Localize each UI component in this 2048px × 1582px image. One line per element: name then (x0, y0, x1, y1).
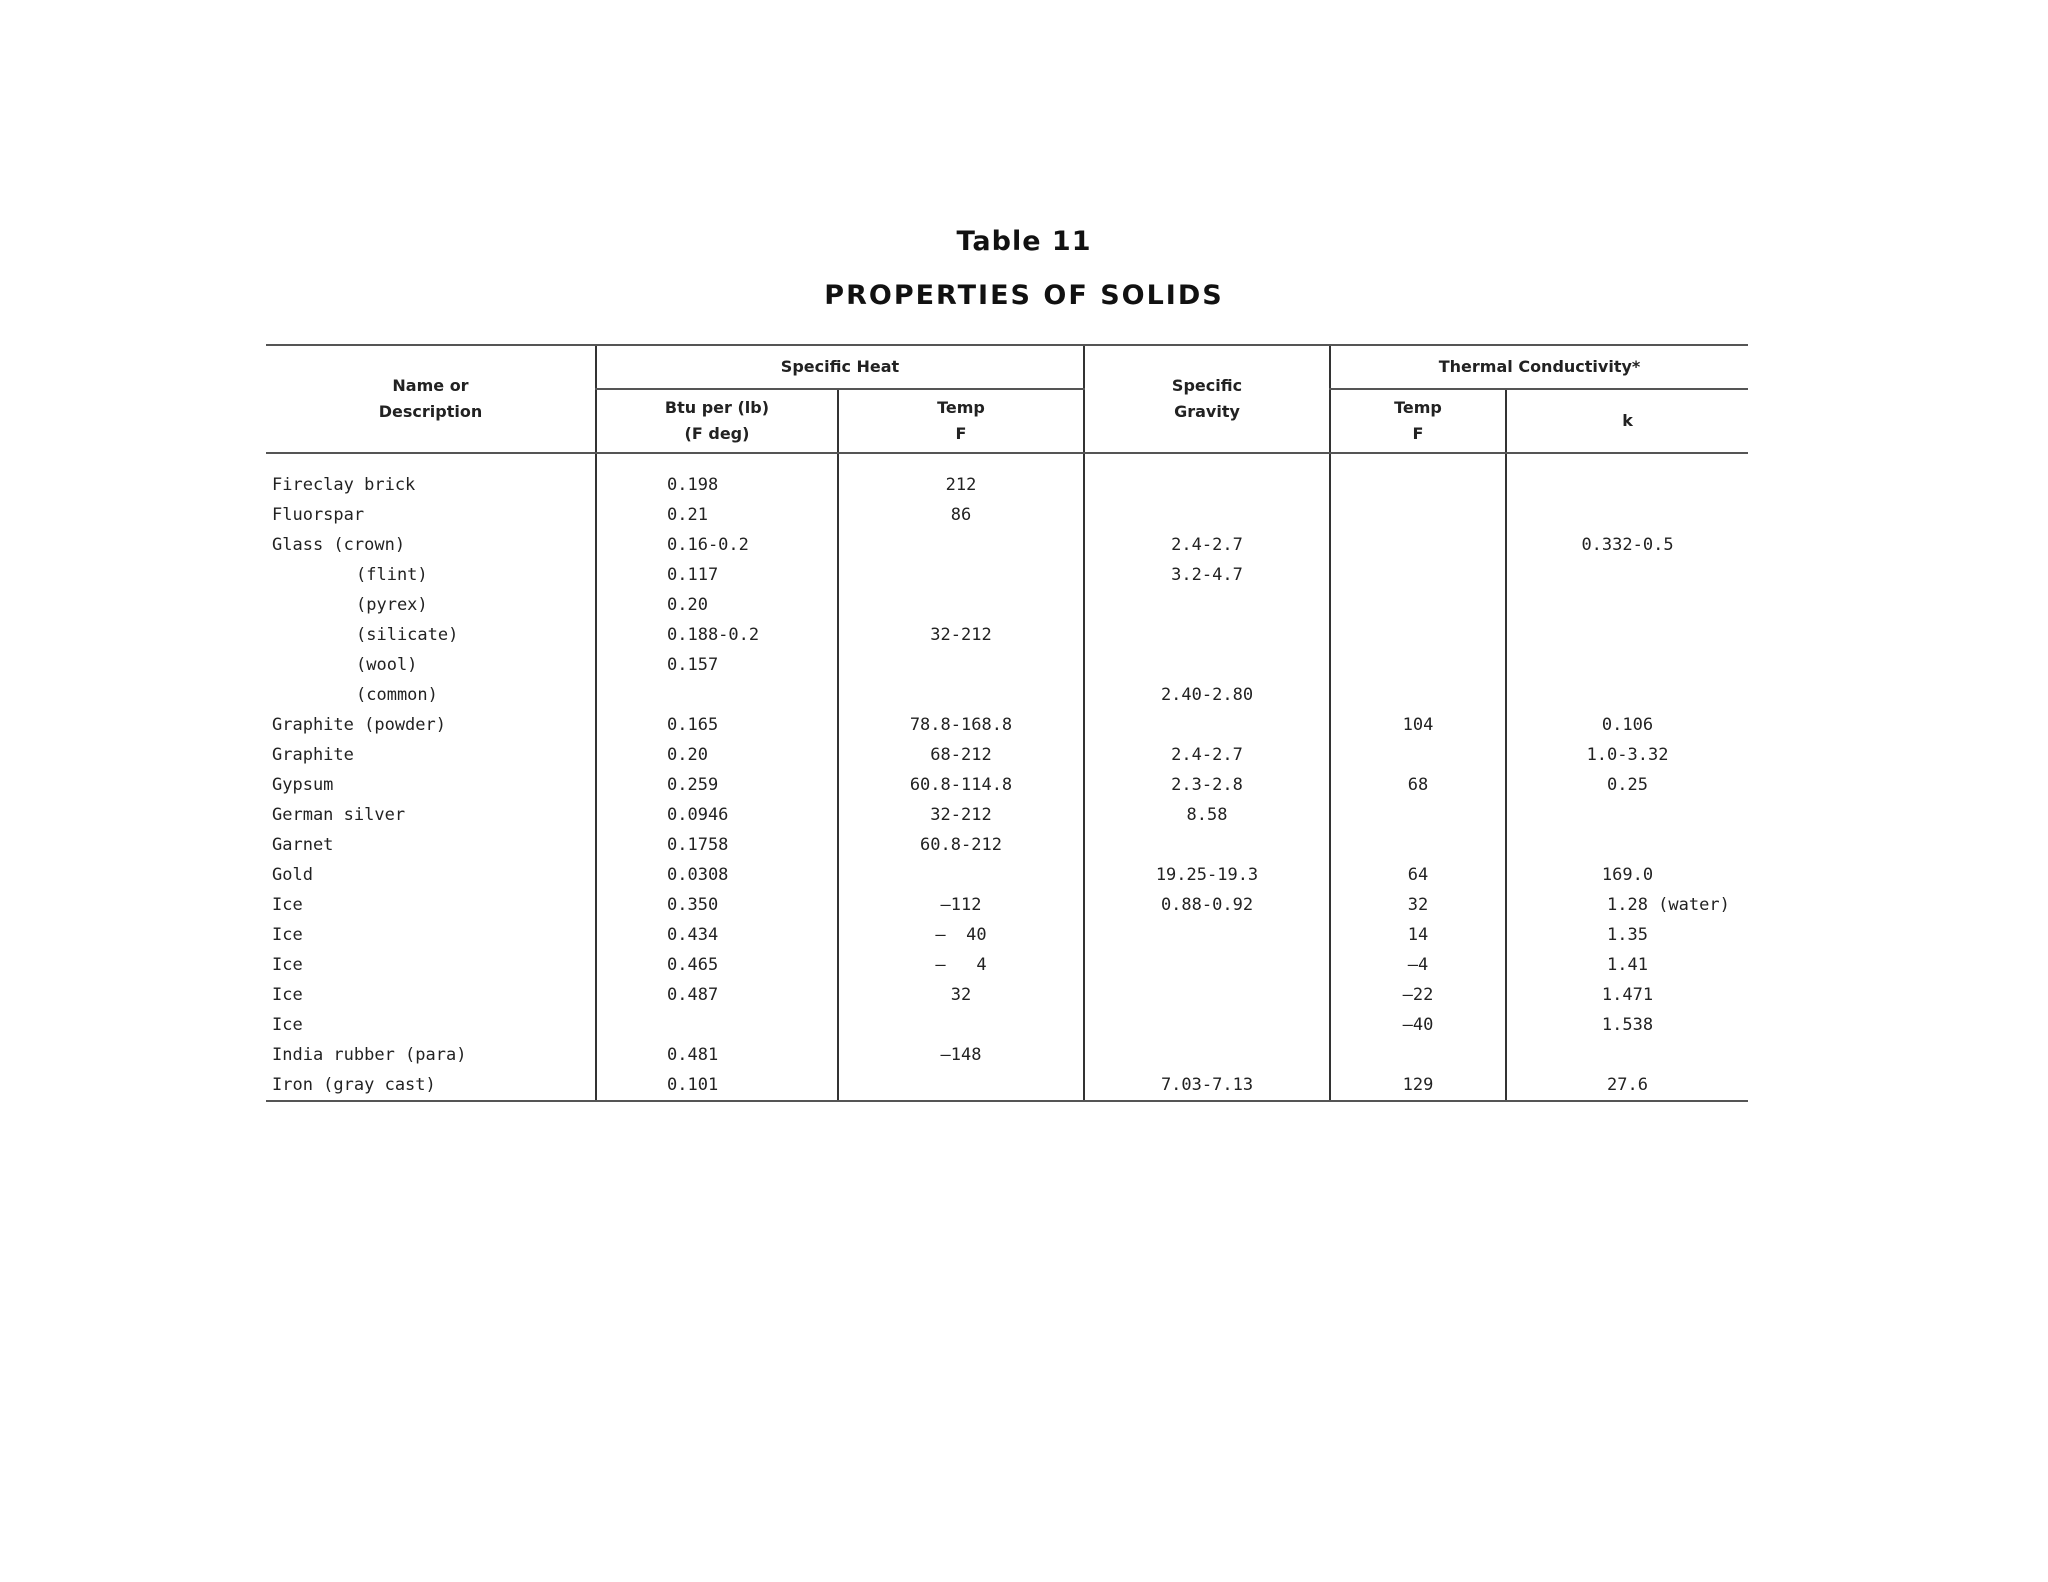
cell-thermal-temp: —22 (1330, 980, 1506, 1010)
table-title: PROPERTIES OF SOLIDS (824, 280, 1224, 311)
cell-heat-temp: 60.8-114.8 (838, 770, 1084, 800)
cell-btu: 0.20 (596, 740, 838, 770)
header-thermal-temp (1330, 389, 1506, 453)
cell-k: 27.6 (1506, 1070, 1748, 1101)
cell-heat-temp: 212 (838, 470, 1084, 500)
cell-specific-gravity (1084, 920, 1330, 950)
cell-name: India rubber (para) (272, 1045, 467, 1065)
cell-btu: 0.165 (596, 710, 838, 740)
cell-heat-temp: —148 (838, 1040, 1084, 1070)
cell-k: 169.0 (1506, 860, 1748, 890)
cell-thermal-temp: 129 (1330, 1070, 1506, 1101)
cell-btu: 0.0946 (596, 800, 838, 830)
cell-specific-gravity: 2.4-2.7 (1084, 530, 1330, 560)
cell-name: Gold (272, 865, 313, 885)
cell-k (1506, 680, 1748, 710)
header-heat-temp-line1: Temp (937, 398, 985, 417)
cell-heat-temp: —112 (838, 890, 1084, 920)
table-row (266, 1040, 1748, 1070)
cell-name: (pyrex) (356, 595, 428, 615)
cell-thermal-temp (1330, 740, 1506, 770)
cell-heat-temp (838, 560, 1084, 590)
cell-k: 0.106 (1506, 710, 1748, 740)
header-specific-gravity (1084, 345, 1330, 453)
cell-heat-temp: — 40 (838, 920, 1084, 950)
cell-btu: 0.188-0.2 (596, 620, 838, 650)
table-row (266, 530, 1748, 560)
cell-specific-gravity: 19.25-19.3 (1084, 860, 1330, 890)
header-name (266, 345, 596, 453)
cell-specific-gravity: 0.88-0.92 (1084, 890, 1330, 920)
cell-specific-gravity: 7.03-7.13 (1084, 1070, 1330, 1101)
cell-name: Glass (crown) (272, 535, 406, 555)
cell-name: (common) (356, 685, 438, 705)
cell-name: (flint) (356, 565, 428, 585)
cell-k (1506, 1040, 1748, 1070)
cell-specific-gravity: 8.58 (1084, 800, 1330, 830)
cell-heat-temp (838, 650, 1084, 680)
cell-btu: 0.350 (596, 890, 838, 920)
table-row (266, 770, 1748, 800)
cell-thermal-temp (1330, 620, 1506, 650)
cell-name: Ice (272, 955, 303, 975)
cell-btu: 0.465 (596, 950, 838, 980)
cell-k: 0.332-0.5 (1506, 530, 1748, 560)
cell-k (1506, 590, 1748, 620)
cell-btu: 0.487 (596, 980, 838, 1010)
cell-specific-gravity (1084, 1040, 1330, 1070)
cell-k: 1.0-3.32 (1506, 740, 1748, 770)
cell-k: 0.25 (1506, 770, 1748, 800)
cell-specific-gravity (1084, 590, 1330, 620)
cell-specific-gravity: 2.3-2.8 (1084, 770, 1330, 800)
table-spacer-row (266, 453, 1748, 470)
cell-heat-temp: 60.8-212 (838, 830, 1084, 860)
cell-k (1506, 500, 1748, 530)
properties-table (266, 344, 1748, 1102)
cell-name: Iron (gray cast) (266, 1070, 596, 1101)
table-row (266, 500, 1748, 530)
table-row (266, 950, 1748, 980)
cell-btu: 0.259 (596, 770, 838, 800)
table-row (266, 710, 1748, 740)
header-btu (596, 389, 838, 453)
cell-btu: 0.198 (596, 470, 838, 500)
cell-thermal-temp (1330, 800, 1506, 830)
cell-thermal-temp: 64 (1330, 860, 1506, 890)
cell-heat-temp (838, 1010, 1084, 1040)
cell-heat-temp (838, 680, 1084, 710)
cell-heat-temp (838, 860, 1084, 890)
cell-k (1506, 830, 1748, 860)
table-row (266, 590, 1748, 620)
cell-name: Gypsum (272, 775, 334, 795)
cell-specific-gravity: 3.2-4.7 (1084, 560, 1330, 590)
cell-name: Graphite (272, 745, 354, 765)
header-thermal-temp-line2: F (1412, 424, 1424, 443)
cell-thermal-temp (1330, 590, 1506, 620)
cell-name: (wool) (356, 655, 418, 675)
table-row (266, 1070, 1748, 1101)
cell-specific-gravity (1084, 500, 1330, 530)
cell-thermal-temp: —4 (1330, 950, 1506, 980)
cell-k: 1.28 (water) (1506, 890, 1748, 920)
table-row (266, 890, 1748, 920)
table-row (266, 620, 1748, 650)
table-row (266, 680, 1748, 710)
cell-k (1506, 800, 1748, 830)
cell-specific-gravity (1084, 950, 1330, 980)
cell-specific-gravity (1084, 830, 1330, 860)
cell-thermal-temp (1330, 830, 1506, 860)
cell-btu (596, 680, 838, 710)
cell-btu: 0.0308 (596, 860, 838, 890)
cell-heat-temp: 32-212 (838, 620, 1084, 650)
cell-specific-gravity (1084, 980, 1330, 1010)
cell-thermal-temp: 14 (1330, 920, 1506, 950)
cell-name: Ice (272, 925, 303, 945)
table-row (266, 980, 1748, 1010)
cell-heat-temp: — 4 (838, 950, 1084, 980)
table-row (266, 650, 1748, 680)
cell-heat-temp (838, 530, 1084, 560)
header-heat-temp-line2: F (955, 424, 967, 443)
cell-btu: 0.21 (596, 500, 838, 530)
header-btu-line2: (F deg) (684, 424, 750, 443)
cell-specific-gravity (1084, 470, 1330, 500)
header-thermal-conductivity: Thermal Conductivity* (1330, 345, 1748, 389)
header-name-line2: Description (378, 402, 483, 421)
cell-k (1506, 650, 1748, 680)
cell-heat-temp: 32-212 (838, 800, 1084, 830)
cell-name: Graphite (powder) (272, 715, 446, 735)
table-number: Table 11 (956, 226, 1092, 257)
cell-heat-temp: 78.8-168.8 (838, 710, 1084, 740)
cell-specific-gravity: 2.40-2.80 (1084, 680, 1330, 710)
cell-btu: 0.117 (596, 560, 838, 590)
cell-k (1506, 560, 1748, 590)
header-specific-heat: Specific Heat (596, 345, 1084, 389)
table-row (266, 830, 1748, 860)
cell-name: Fluorspar (272, 505, 365, 525)
cell-thermal-temp (1330, 560, 1506, 590)
header-gravity-line2: Gravity (1174, 402, 1240, 421)
cell-btu: 0.101 (596, 1070, 838, 1101)
cell-heat-temp: 68-212 (838, 740, 1084, 770)
cell-name: Ice (272, 895, 303, 915)
cell-k: 1.538 (1506, 1010, 1748, 1040)
cell-k (1506, 620, 1748, 650)
cell-name: Ice (272, 985, 303, 1005)
table-body (266, 453, 1748, 1101)
table-row (266, 470, 1748, 500)
cell-heat-temp (838, 590, 1084, 620)
table-row (266, 920, 1748, 950)
header-thermal-temp-line1: Temp (1394, 398, 1442, 417)
cell-btu: 0.16-0.2 (596, 530, 838, 560)
cell-btu: 0.481 (596, 1040, 838, 1070)
cell-specific-gravity (1084, 710, 1330, 740)
table-row (266, 740, 1748, 770)
cell-thermal-temp (1330, 470, 1506, 500)
cell-thermal-temp (1330, 500, 1506, 530)
table-row (266, 860, 1748, 890)
cell-heat-temp (838, 1070, 1084, 1101)
cell-name: (silicate) (356, 625, 459, 645)
cell-heat-temp: 32 (838, 980, 1084, 1010)
header-heat-temp (838, 389, 1084, 453)
cell-thermal-temp: 68 (1330, 770, 1506, 800)
cell-specific-gravity (1084, 1010, 1330, 1040)
cell-btu: 0.1758 (596, 830, 838, 860)
cell-specific-gravity: 2.4-2.7 (1084, 740, 1330, 770)
header-gravity-line1: Specific (1171, 376, 1243, 395)
cell-specific-gravity (1084, 650, 1330, 680)
cell-k: 1.41 (1506, 950, 1748, 980)
cell-heat-temp: 86 (838, 500, 1084, 530)
cell-btu (596, 1010, 838, 1040)
cell-k: 1.471 (1506, 980, 1748, 1010)
cell-btu: 0.20 (596, 590, 838, 620)
cell-name: German silver (272, 805, 406, 825)
cell-thermal-temp (1330, 1040, 1506, 1070)
cell-thermal-temp (1330, 680, 1506, 710)
header-k: k (1506, 389, 1748, 453)
table-row (266, 1010, 1748, 1040)
cell-thermal-temp: —40 (1330, 1010, 1506, 1040)
header-name-line1: Name or (392, 376, 469, 395)
cell-name: Ice (272, 1015, 303, 1035)
table-row (266, 800, 1748, 830)
cell-btu: 0.434 (596, 920, 838, 950)
cell-k: 1.35 (1506, 920, 1748, 950)
cell-name: Garnet (272, 835, 334, 855)
cell-thermal-temp (1330, 530, 1506, 560)
table-row (266, 560, 1748, 590)
cell-name: Fireclay brick (272, 475, 416, 495)
cell-btu: 0.157 (596, 650, 838, 680)
header-btu-line1: Btu per (lb) (664, 398, 770, 417)
cell-thermal-temp: 32 (1330, 890, 1506, 920)
cell-thermal-temp: 104 (1330, 710, 1506, 740)
cell-specific-gravity (1084, 620, 1330, 650)
cell-thermal-temp (1330, 650, 1506, 680)
cell-k (1506, 470, 1748, 500)
